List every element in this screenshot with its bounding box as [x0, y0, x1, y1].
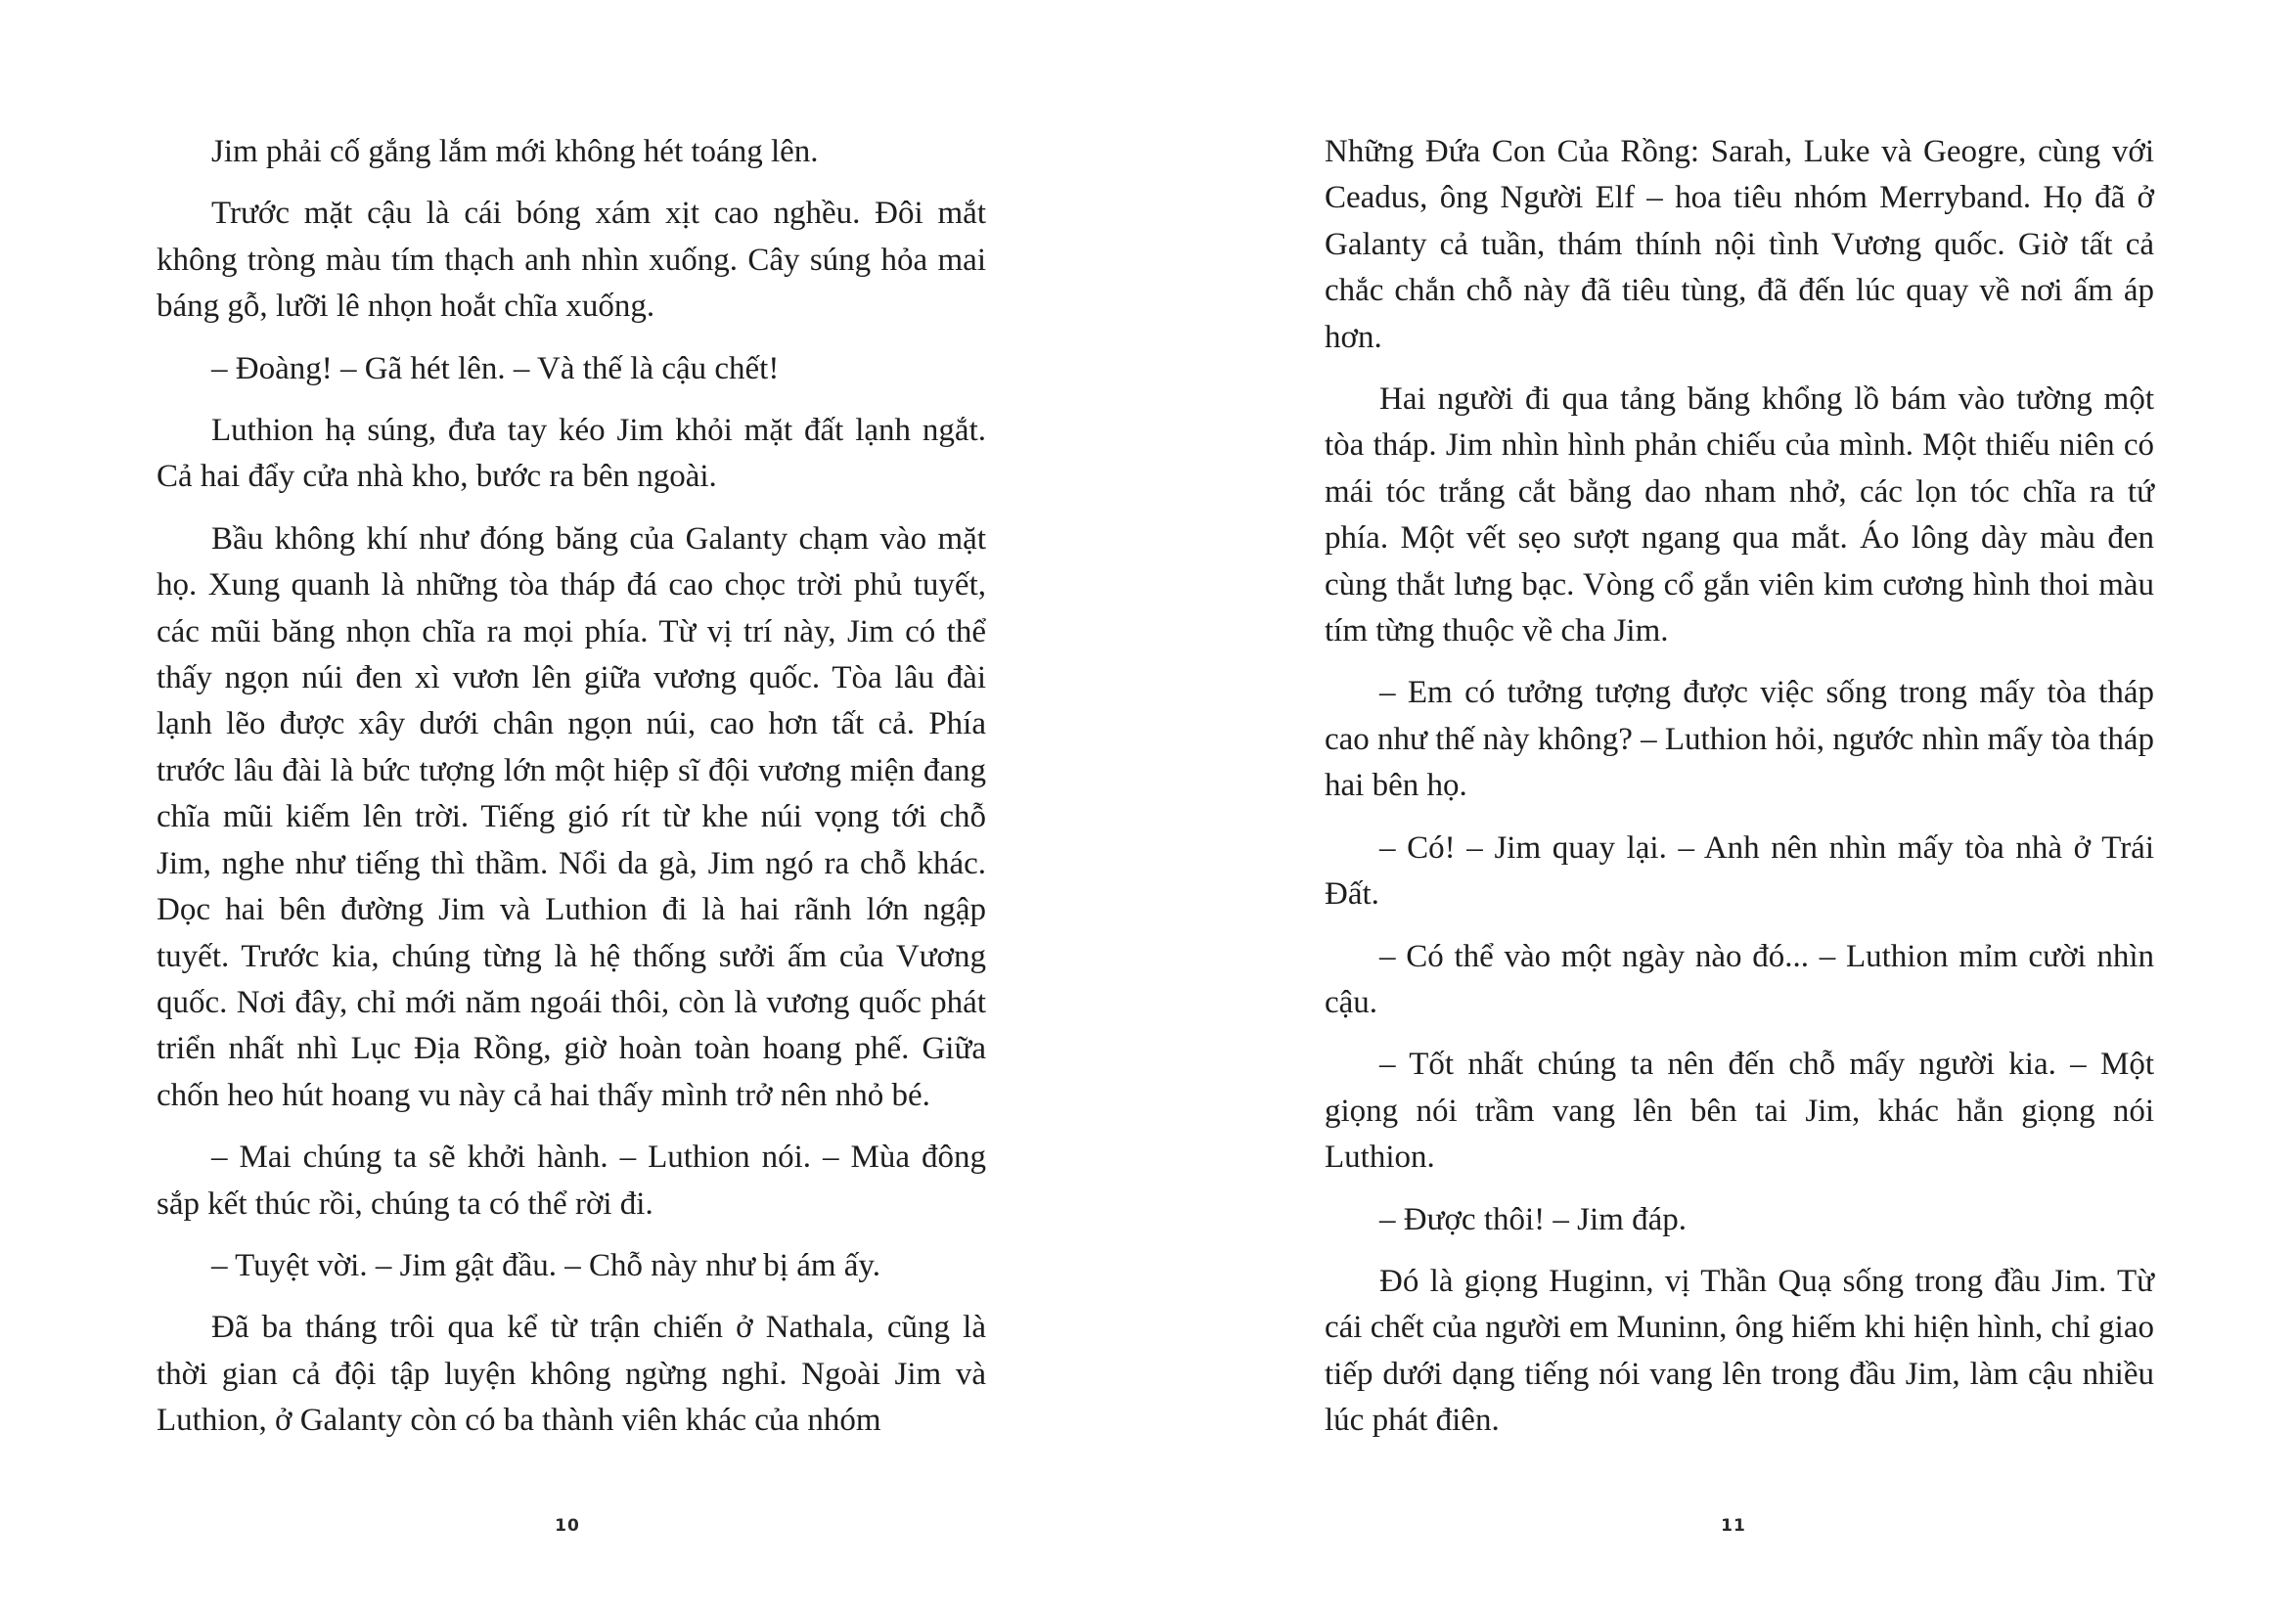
paragraph: – Có thể vào một ngày nào đó... – Luthion mỉm cười nhìn cậu. — [1325, 938, 2154, 1020]
paragraph: Đã ba tháng trôi qua kể từ trận chiến ở Nathala, cũng là thời gian cả đội tập luyện không ngừng nghỉ. Ngoài Jim và Luthion, ở Galanty còn có ba thành viên khác của nhóm — [157, 1310, 986, 1439]
left-page — [157, 129, 986, 1498]
paragraph: – Đoàng! – Gã hét lên. – Và thế là cậu chết! — [211, 350, 780, 386]
paragraph: – Mai chúng ta sẽ khởi hành. – Luthion nói. – Mùa đông sắp kết thúc rồi, chúng ta có thể rời đi. — [157, 1140, 986, 1222]
paragraph: Bầu không khí như đóng băng của Galanty chạm vào mặt họ. Xung quanh là những tòa tháp đá cao chọc trời phủ tuyết, các mũi băng nhọn chĩa ra mọi phía. Từ vị trí này, Jim có thể thấy ngọn núi đen xì vươn lên giữa vương quốc. Tòa lâu đài lạnh lẽo được xây dưới chân ngọn núi, cao hơn tất cả. Phía trước lâu đài là bức tượng lớn một hiệp sĩ đội vương miện đang chĩa mũi kiếm lên trời. Tiếng gió rít từ khe núi vọng tới chỗ Jim, nghe như tiếng thì thầm. Nổi da gà, Jim ngó ra chỗ khác. Dọc hai bên đường Jim và Luthion đi là hai rãnh lớn ngập tuyết. Trước kia, chúng từng là hệ thống sưởi ấm của Vương quốc. Nơi đây, chỉ mới năm ngoái thôi, còn là vương quốc phát triển nhất nhì Lục Địa Rồng, giờ hoàn toàn hoang phế. Giữa chốn heo hút hoang vu này cả hai thấy mình trở nên nhỏ bé. — [157, 520, 986, 1113]
page-number-right: 11 — [1721, 1516, 1746, 1536]
paragraph: Những Đứa Con Của Rồng: Sarah, Luke và Geogre, cùng với Ceadus, ông Người Elf – hoa tiêu nhóm Merryband. Họ đã ở Galanty cả tuần, thám thính nội tình Vương quốc. Giờ tất cả chắc chắn chỗ này đã tiêu tùng, đã đến lúc quay về nơi ấm áp hơn. — [1325, 134, 2154, 355]
paragraph: Jim phải cố gắng lắm mới không hét toáng lên. — [211, 134, 819, 169]
paragraph: – Tốt nhất chúng ta nên đến chỗ mấy người kia. – Một giọng nói trầm vang lên bên tai Jim, khác hẳn giọng nói Luthion. — [1325, 1047, 2154, 1176]
paragraph: – Tuyệt vời. – Jim gật đầu. – Chỗ này như bị ám ấy. — [211, 1247, 881, 1283]
page-number-left: 10 — [555, 1516, 580, 1536]
paragraph: – Có! – Jim quay lại. – Anh nên nhìn mấy tòa nhà ở Trái Đất. — [1325, 829, 2154, 913]
paragraph: – Em có tưởng tượng được việc sống trong mấy tòa tháp cao như thế này không? – Luthion hỏi, ngước nhìn mấy tòa tháp hai bên họ. — [1325, 675, 2154, 804]
paragraph: – Được thôi! – Jim đáp. — [1379, 1201, 1687, 1237]
right-page — [1325, 129, 2154, 1498]
paragraph: Luthion hạ súng, đưa tay kéo Jim khỏi mặt đất lạnh ngắt. Cả hai đẩy cửa nhà kho, bước ra bên ngoài. — [157, 413, 986, 495]
paragraph: Đó là giọng Huginn, vị Thần Quạ sống trong đầu Jim. Từ cái chết của người em Muninn, ông hiếm khi hiện hình, chỉ giao tiếp dưới dạng tiếng nói vang lên trong đầu Jim, làm cậu nhiều lúc phát điên. — [1325, 1263, 2154, 1439]
paragraph: Hai người đi qua tảng băng khổng lồ bám vào tường một tòa tháp. Jim nhìn hình phản chiếu của mình. Một thiếu niên có mái tóc trắng cắt bằng dao nham nhở, các lọn tóc chĩa ra tứ phía. Một vết sẹo sượt ngang qua mắt. Áo lông dày màu đen cùng thắt lưng bạc. Vòng cổ gắn viên kim cương hình thoi màu tím từng thuộc về cha Jim. — [1325, 381, 2154, 649]
paragraph: Trước mặt cậu là cái bóng xám xịt cao nghều. Đôi mắt không tròng màu tím thạch anh nhìn xuống. Cây súng hỏa mai báng gỗ, lưỡi lê nhọn hoắt chĩa xuống. — [157, 196, 986, 325]
